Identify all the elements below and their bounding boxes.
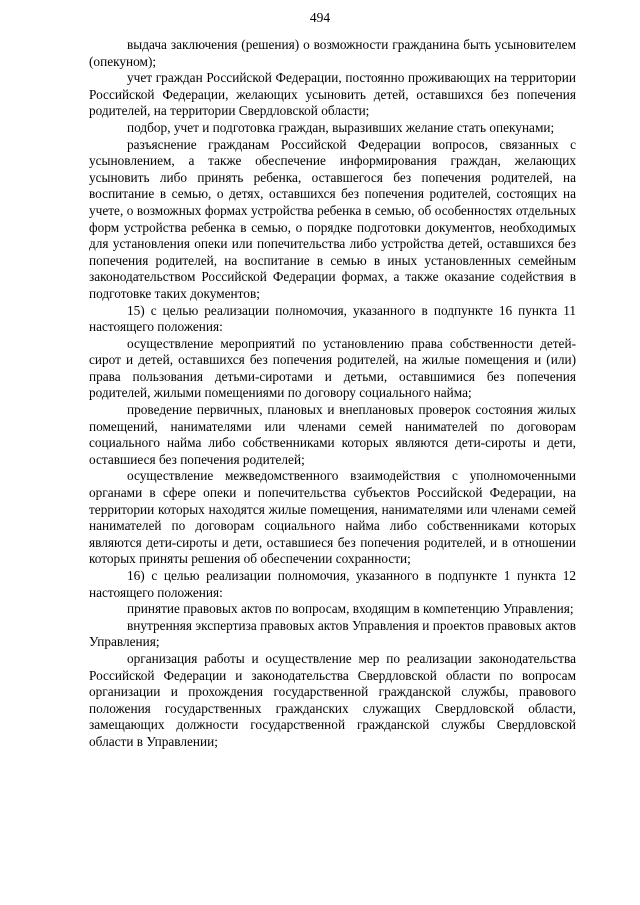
document-body: [89, 37, 576, 751]
paragraph: принятие правовых актов по вопросам, входящим в компетенцию Управления;: [127, 601, 574, 617]
paragraph: осуществление мероприятий по установлению права собственности детей-сирот и детей, оставшихся без попечения родителей, на жилые помещения и (или) права пользования детьми-сиротами и детьми, оставшимися без попечения родителей, жилыми помещениями по договору социального найма;: [89, 335, 576, 401]
paragraph: осуществление межведомственного взаимодействия с уполномоченными органами в сфере опеки и попечительства субъектов Российской Федерации, на территории которых находятся жилые помещения, нанимателями или членами семей нанимателей по договорам социального найма либо собственниками которых являются дети-сироты и дети, оставшиеся без попечения родителей, и в отношении которых приняты решения об обеспечении сохранности;: [89, 468, 576, 567]
paragraph: выдача заключения (решения) о возможности гражданина быть усыновителем (опекуном);: [89, 37, 576, 69]
paragraph: учет граждан Российской Федерации, постоянно проживающих на территории Российской Федерации, желающих усыновить детей, оставшихся без попечения родителей, на территории Свердловской области;: [89, 70, 576, 119]
paragraph: организация работы и осуществление мер по реализации законодательства Российской Федерации и законодательства Свердловской области по вопросам организации и прохождения государственной гражданской службы, правового положения государственных гражданских служащих Свердловской области, замещающих должности государственной гражданской службы Свердловской области в Управлении;: [89, 650, 576, 749]
paragraph: внутренняя экспертиза правовых актов Управления и проектов правовых актов Управления;: [89, 617, 576, 650]
paragraph: разъяснение гражданам Российской Федерации вопросов, связанных с усыновлением, а также обеспечение информирования граждан, желающих усыновить либо принять ребенка, оставшегося без попечения родителей, на воспитание в семью, о детях, оставшихся без попечения родителей, состоящих на учете, о возможных формах устройства ребенка в семью, об особенностях отдельных форм устройства ребенка в семью, о порядке подготовки документов, необходимых для установления опеки или попечительства либо устройства детей, оставшихся без попечения родителей, на воспитание в семью в иных установленных семейным законодательством Российской Федерации формах, а также оказание содействия в подготовке таких документов;: [89, 136, 576, 301]
paragraph: 16) с целью реализации полномочия, указанного в подпункте 1 пункта 12 настоящего положения:: [89, 568, 576, 600]
paragraph: 15) с целью реализации полномочия, указанного в подпункте 16 пункта 11 настоящего положения:: [89, 302, 576, 335]
paragraph: проведение первичных, плановых и внеплановых проверок состояния жилых помещений, нанимателями или членами семей нанимателей по договорам социального найма либо собственниками которых являются дети-сироты и дети, оставшиеся без попечения родителей;: [89, 402, 576, 467]
page-number: 494: [309, 10, 331, 25]
paragraph: подбор, учет и подготовка граждан, выразивших желание стать опекунами;: [127, 119, 555, 135]
